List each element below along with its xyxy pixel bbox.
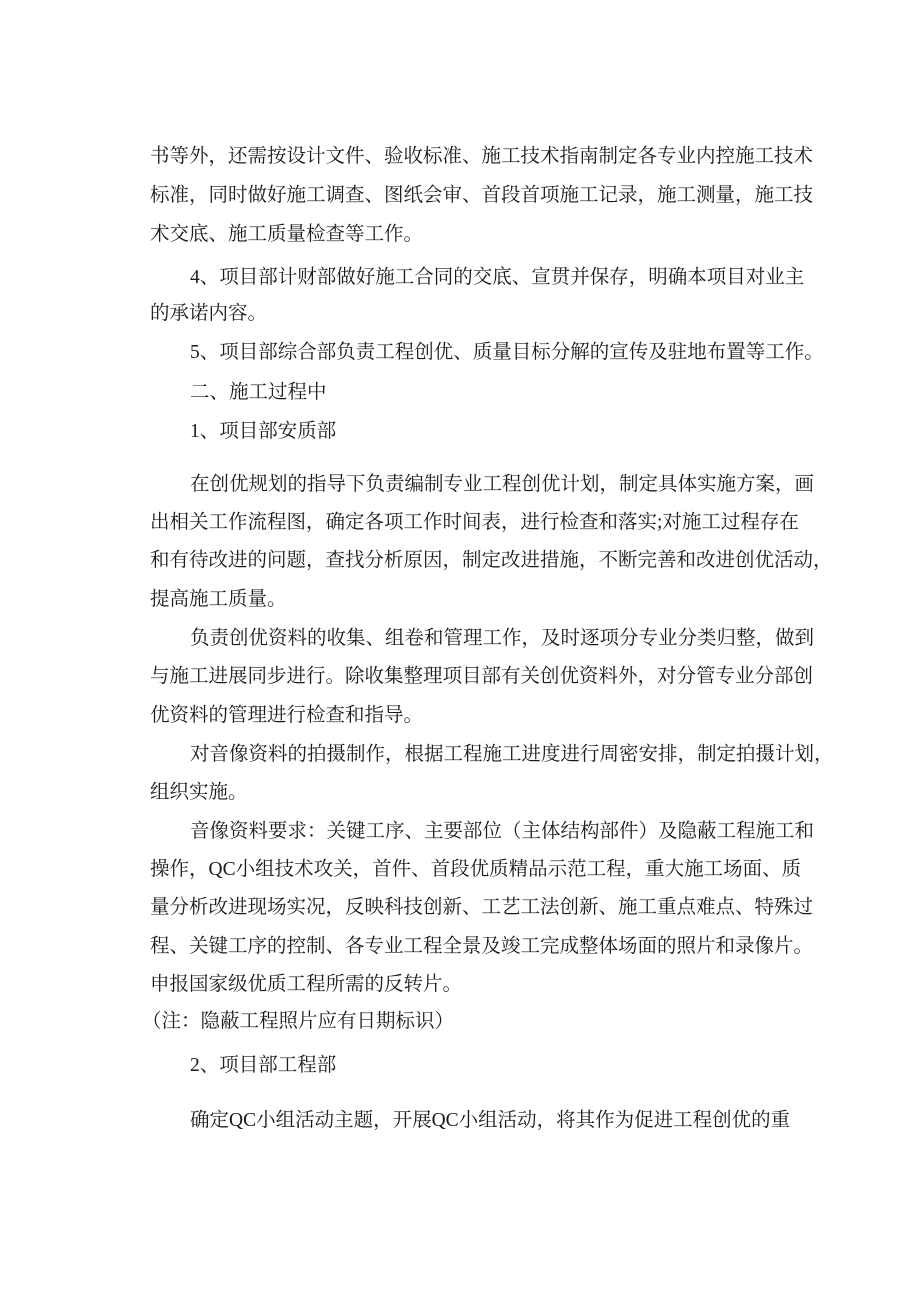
paragraph-line: 标准，同时做好施工调查、图纸会审、首段首项施工记录，施工测量，施工技 [150, 185, 814, 206]
paragraph-line: 出相关工作流程图，确定各项工作时间表，进行检查和落实;对施工过程存在 [150, 512, 799, 533]
paragraph-line: 确定QC小组活动主题，开展QC小组活动，将其作为促进工程创优的重 [190, 1110, 791, 1131]
paragraph-line: 量分析改进现场实况，反映科技创新、工艺工法创新、施工重点难点、特殊过 [150, 897, 814, 918]
paragraph-line: 组织实施。 [150, 782, 248, 803]
section-heading: 二、施工过程中 [190, 382, 327, 403]
paragraph-line: 的承诺内容。 [150, 303, 268, 324]
paragraph-line: 5、项目部综合部负责工程创优、质量目标分解的宣传及驻地布置等工作。 [190, 342, 824, 363]
paragraph-line: 提高施工质量。 [150, 589, 287, 610]
paragraph-line: 优资料的管理进行检查和指导。 [150, 705, 424, 726]
paragraph-line: 音像资料要求：关键工序、主要部位（主体结构部件）及隐蔽工程施工和 [190, 821, 815, 842]
paragraph-line: 与施工进展同步进行。除收集整理项目部有关创优资料外，对分管专业分部创 [150, 666, 814, 687]
paragraph-line: 书等外，还需按设计文件、验收标准、施工技术指南制定各专业内控施工技术 [150, 146, 814, 167]
subsection-heading: 2、项目部工程部 [190, 1055, 337, 1076]
paragraph-line: 负责创优资料的收集、组卷和管理工作，及时逐项分专业分类归整，做到 [190, 628, 815, 649]
paragraph-line: 在创优规划的指导下负责编制专业工程创优计划，制定具体实施方案，画 [190, 474, 815, 495]
paragraph-line: 4、项目部计财部做好施工合同的交底、宣贯并保存，明确本项目对业主 [190, 267, 805, 288]
paragraph-line: 对音像资料的拍摄制作，根据工程施工进度进行周密安排，制定拍摄计划， [190, 744, 834, 765]
subsection-heading: 1、项目部安质部 [190, 421, 337, 442]
paragraph-line: 术交底、施工质量检查等工作。 [150, 224, 424, 245]
paragraph-line: 操作，QC小组技术攻关，首件、首段优质精品示范工程，重大施工场面、质 [150, 859, 802, 880]
note-line: （注：隐蔽工程照片应有日期标识） [142, 1011, 455, 1032]
paragraph-line: 和有待改进的问题，查找分析原因，制定改进措施，不断完善和改进创优活动， [150, 550, 833, 571]
paragraph-line: 申报国家级优质工程所需的反转片。 [150, 974, 463, 995]
paragraph-line: 程、关键工序的控制、各专业工程全景及竣工完成整体场面的照片和录像片。 [150, 936, 814, 957]
